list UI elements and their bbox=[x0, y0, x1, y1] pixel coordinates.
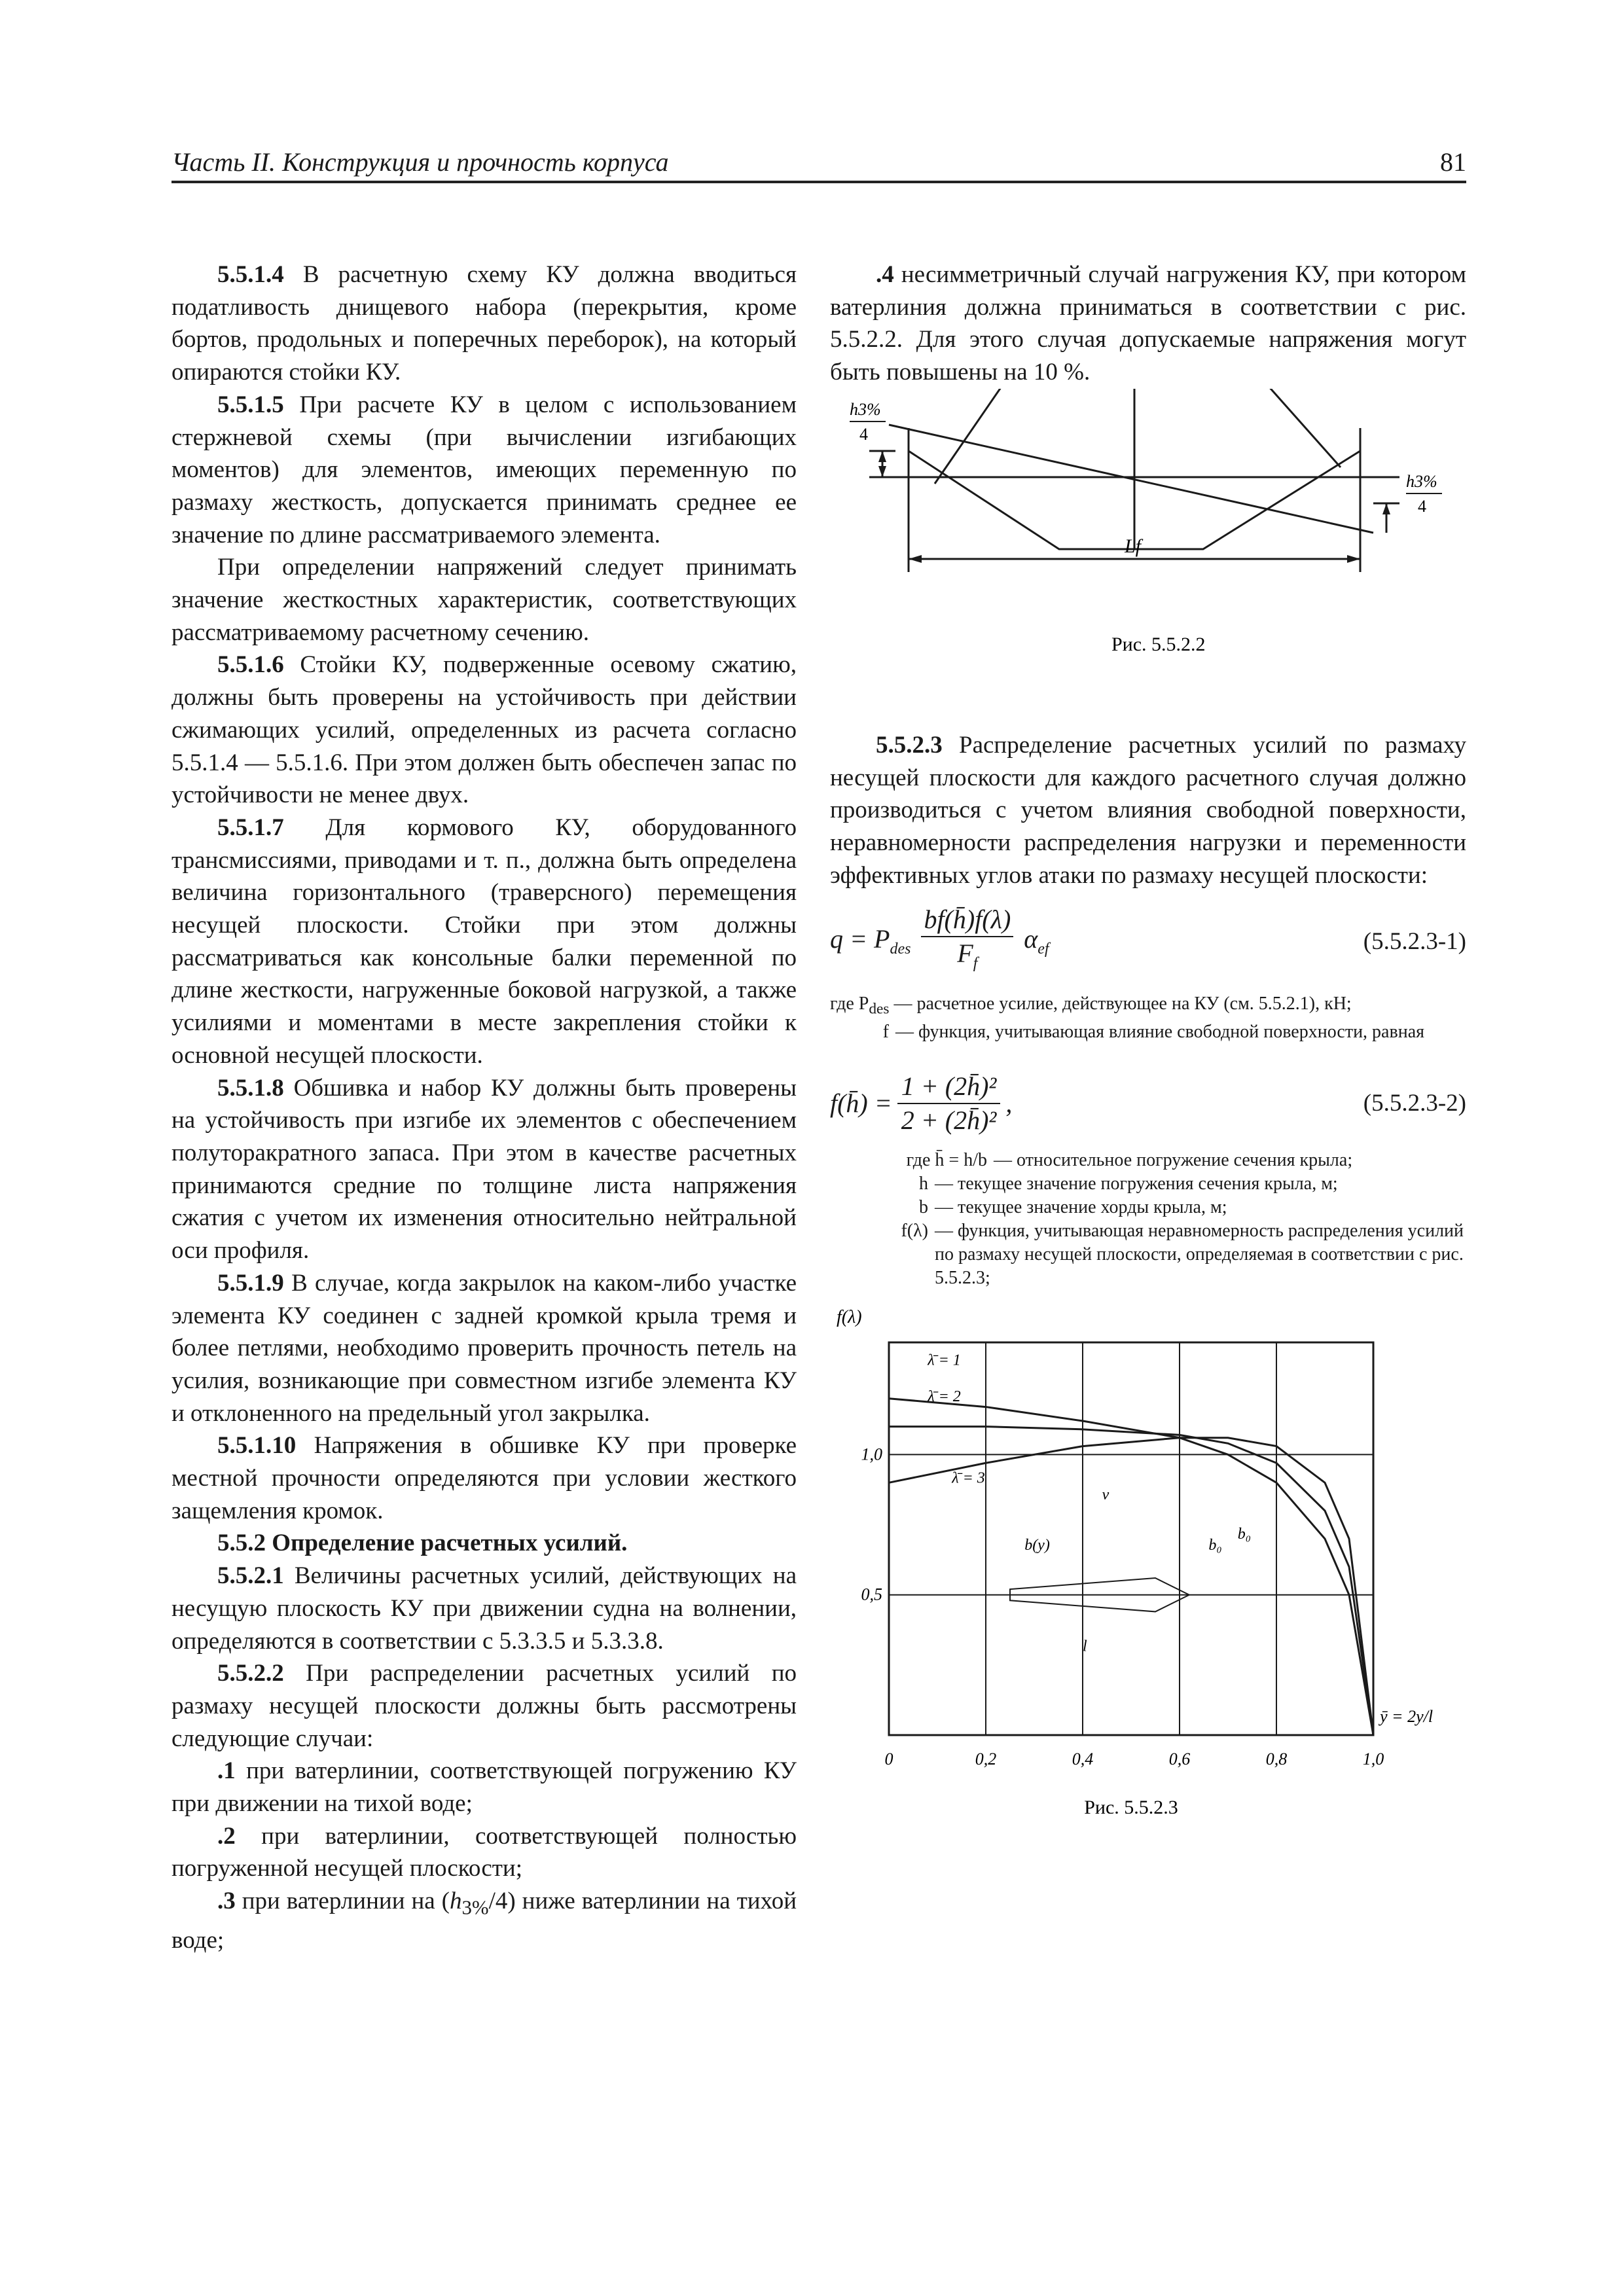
def-key: где h̄ = h/b bbox=[906, 1149, 987, 1170]
x-tick-label: 0,2 bbox=[975, 1749, 997, 1768]
formula-den-sub: f bbox=[973, 955, 978, 973]
inset-annotation: b(y) bbox=[1024, 1536, 1050, 1554]
arrowhead bbox=[878, 466, 886, 477]
paragraph-text: Распределение расчетных усилий по размаху несущей плоскости для каждого расчетного случая должно производиться с учетом влияния свободной поверхности, неравномерности распределения нагрузки и переменности эффективных углов атаки по размаху несущей плоскости: bbox=[830, 731, 1467, 889]
def-key: где P bbox=[830, 993, 869, 1014]
paragraph bbox=[171, 1657, 797, 1755]
item-text: несимметричный случай нагружения КУ, при котором ватерлиния должна приниматься в соответствии с рис. 5.5.2.2. Для этого случая допускаемые напряжения могут быть повышены на 10 %. bbox=[830, 261, 1467, 386]
series-label: λ̄ = 2 bbox=[928, 1388, 961, 1405]
list-item bbox=[171, 1755, 797, 1820]
arrowhead bbox=[1382, 503, 1390, 514]
arrowhead bbox=[1347, 555, 1360, 563]
paragraph-text: Напряжения в обшивке КУ при проверке местной прочности определяются при условии жесткого защемления кромок. bbox=[171, 1432, 797, 1524]
heading-text: 5.5.2 Определение расчетных усилий. bbox=[217, 1530, 628, 1557]
h-subscript: 3% bbox=[461, 1896, 489, 1919]
formula-denominator: 2 + (2h̄)² bbox=[901, 1105, 997, 1136]
def-key: f(λ) bbox=[901, 1220, 928, 1241]
item-number: .3 bbox=[217, 1888, 236, 1915]
fig1-h-label-left: h3% bbox=[850, 399, 881, 419]
right-strut bbox=[1262, 389, 1341, 467]
def-key-sub: des bbox=[869, 1000, 890, 1018]
y-tick-label: 1,0 bbox=[861, 1444, 882, 1464]
item-text: при ватерлинии на ( bbox=[242, 1888, 450, 1915]
paragraph bbox=[171, 812, 797, 1072]
inset-annotation: v bbox=[1102, 1486, 1110, 1503]
paragraph bbox=[830, 729, 1466, 892]
paragraph bbox=[171, 389, 797, 552]
def-key: b bbox=[919, 1196, 928, 1217]
definition-row bbox=[830, 1196, 1466, 1219]
def-text: — относительное погружение сечения крыла; bbox=[994, 1149, 1353, 1170]
formula-alpha: α bbox=[1024, 924, 1038, 954]
clause-number: 5.5.2.1 bbox=[217, 1562, 284, 1590]
inset-annotation: l bbox=[1083, 1638, 1087, 1655]
arrowhead bbox=[878, 451, 886, 462]
paragraph bbox=[171, 259, 797, 389]
header-title: Часть II. Конструкция и прочность корпуса bbox=[171, 147, 669, 177]
series-label: λ̄ = 1 bbox=[928, 1352, 961, 1369]
page-number: 81 bbox=[1440, 147, 1466, 177]
x-tick-label: 0,4 bbox=[1072, 1749, 1094, 1768]
x-tick-label: 1,0 bbox=[1362, 1749, 1384, 1768]
paragraph-text: При распределении расчетных усилий по размаху несущей плоскости должны быть рассмотрены следующие случаи: bbox=[171, 1660, 797, 1752]
formula-5-5-2-3-2: f(h̄) = $\frac{\text{1 + (2h̄)²}}{\text{2 + (2h̄)²}}$ , (5.5.2.3-2) bbox=[830, 1070, 1466, 1136]
x-tick-label: 0 bbox=[884, 1749, 893, 1768]
paragraph-text: При определении напряжений следует принимать значение жесткостных характеристик, соответствующих рассматриваемому расчетному сечению. bbox=[171, 554, 797, 646]
paragraph-text: В расчетную схему КУ должна вводиться податливость днищевого набора (перекрытия, кроме бортов, продольных и поперечных переборок), на который опираются стойки КУ. bbox=[171, 261, 797, 386]
formula-label: (5.5.2.3-2) bbox=[1363, 1090, 1466, 1117]
item-text: при ватерлинии, соответствующей полностью погруженной несущей плоскости; bbox=[171, 1822, 797, 1882]
paragraph bbox=[171, 1267, 797, 1430]
paragraph-text: При расчете КУ в целом с использованием стержневой схемы (при вычислении изгибающих моментов) для элементов, имеющих переменную по размаху жесткость, допускается принимать среднее ее значение по длине рассматриваемого элемента. bbox=[171, 391, 797, 548]
paragraph bbox=[171, 1072, 797, 1267]
paragraph bbox=[171, 649, 797, 812]
formula-5-5-2-3-1 bbox=[830, 903, 1466, 980]
clause-number: 5.5.1.8 bbox=[217, 1074, 284, 1102]
series-label: λ̄ = 3 bbox=[952, 1469, 985, 1487]
inclined-waterline bbox=[889, 425, 1373, 533]
paragraph bbox=[171, 1560, 797, 1657]
paragraph-text: Стойки КУ, подверженные осевому сжатию, должны быть проверены на устойчивость при действии сжимающих усилий, определенных из расчета согласно 5.5.1.4 — 5.5.1.6. При этом должен быть обеспечен запас по устойчивости не менее двух. bbox=[171, 651, 797, 809]
def-text: — текущее значение хорды крыла, м; bbox=[935, 1196, 1227, 1217]
formula-denominator: F bbox=[957, 939, 973, 969]
definition-row bbox=[830, 1172, 1466, 1196]
formula-sub: des bbox=[890, 941, 911, 958]
def-text: — расчетное усилие, действующее на КУ (см. 5.5.2.1), кН; bbox=[893, 993, 1352, 1014]
list-item bbox=[830, 259, 1466, 389]
def-key: h bbox=[919, 1173, 928, 1194]
clause-number: 5.5.1.10 bbox=[217, 1432, 297, 1460]
formula2-definitions bbox=[830, 1149, 1466, 1290]
formula-numerator: bf(h̄)f(λ) bbox=[921, 903, 1013, 937]
running-header bbox=[171, 143, 1466, 183]
paragraph bbox=[171, 1429, 797, 1527]
paragraph-text: Обшивка и набор КУ должны быть проверены на устойчивость при изгибе их элементов с обеспечением полуторакратного запаса. При этом в качестве расчетных принимаются средние по толщине листа напряжения сжатия с учетом их изменения относительно нейтральной оси профиля. bbox=[171, 1074, 797, 1265]
formula-numerator: 1 + (2h̄)² bbox=[897, 1070, 1001, 1104]
item-number: .1 bbox=[217, 1757, 236, 1785]
clause-number: 5.5.1.5 bbox=[217, 391, 284, 418]
def-text: — функция, учитывающая неравномерность распределения усилий по размаху несущей плоскости, определяемая в соответствии с рис. 5.5.2.3; bbox=[935, 1220, 1464, 1288]
item-text: при ватерлинии, соответствующей погружению КУ при движении на тихой воде; bbox=[171, 1757, 797, 1818]
waterline-figure bbox=[830, 389, 1466, 716]
formula-lhs: q = P bbox=[830, 924, 890, 954]
clause-number: 5.5.2.3 bbox=[876, 731, 943, 759]
item-text: /4) ниже ватерлинии на тихой воде; bbox=[171, 1888, 797, 1954]
definition-row bbox=[830, 1219, 1466, 1290]
h-symbol: h bbox=[450, 1888, 462, 1915]
clause-number: 5.5.2.2 bbox=[217, 1660, 284, 1687]
clause-number: 5.5.1.4 bbox=[217, 261, 284, 288]
def-text: — функция, учитывающая влияние свободной поверхности, равная bbox=[895, 1022, 1424, 1043]
formula1-definitions bbox=[830, 992, 1466, 1045]
left-strut bbox=[935, 389, 1007, 484]
clause-number: 5.5.1.9 bbox=[217, 1269, 284, 1297]
list-item bbox=[171, 1820, 797, 1885]
inset-annotation: b₀ bbox=[1208, 1536, 1222, 1554]
definition-row bbox=[830, 1149, 1466, 1172]
arrowhead bbox=[909, 555, 922, 563]
fig1-lf-label: Lf bbox=[1125, 535, 1142, 557]
def-text: — текущее значение погружения сечения крыла, м; bbox=[935, 1173, 1338, 1194]
left-column bbox=[171, 259, 797, 1957]
f-lambda-chart bbox=[830, 1303, 1466, 1814]
y-axis-label: f(λ) bbox=[837, 1306, 862, 1327]
clause-number: 5.5.1.7 bbox=[217, 814, 284, 841]
section-heading bbox=[171, 1527, 797, 1560]
formula-alpha-sub: ef bbox=[1038, 941, 1049, 958]
formula-label: (5.5.2.3-1) bbox=[1363, 928, 1466, 956]
formula-lhs: f(h̄) = bbox=[830, 1088, 892, 1119]
fig1-four-left: 4 bbox=[859, 424, 868, 444]
paragraph-text: Для кормового КУ, оборудованного трансмиссиями, приводами и т. п., должна быть определена величина горизонтального (траверсного) перемещения несущей плоскости. Стойки при этом должны рассматриваться как консольные балки переменной по длине жесткости, нагруженные боковой нагрузкой, а также усилиями и моментами в месте закрепления стойки к основной несущей плоскости. bbox=[171, 814, 797, 1069]
list-item bbox=[171, 1885, 797, 1957]
series-line-1 bbox=[889, 1398, 1373, 1734]
x-tick-label: 0,6 bbox=[1168, 1749, 1191, 1768]
right-column bbox=[830, 259, 1466, 1814]
clause-number: 5.5.1.6 bbox=[217, 651, 284, 679]
x-axis-label: ȳ = 2y/l bbox=[1380, 1706, 1434, 1726]
inset-annotation: b₀ bbox=[1237, 1525, 1252, 1543]
fig1-caption: Рис. 5.5.2.2 bbox=[1111, 633, 1206, 655]
plot-frame bbox=[889, 1342, 1373, 1735]
item-number: .4 bbox=[876, 261, 894, 288]
fig2-caption: Рис. 5.5.2.3 bbox=[1084, 1796, 1178, 1814]
y-tick-label: 0,5 bbox=[861, 1585, 882, 1604]
def-key: f bbox=[882, 1022, 889, 1043]
paragraph-text: Величины расчетных усилий, действующих на несущую плоскость КУ при движении судна на волнении, определяются в соответствии с 5.3.3.5 и 5.3.3.8. bbox=[171, 1562, 797, 1655]
fig1-four-right: 4 bbox=[1418, 496, 1426, 516]
item-number: .2 bbox=[217, 1822, 236, 1850]
paragraph-text: В случае, когда закрылок на каком-либо участке элемента КУ соединен с задней кромкой крыла тремя и более петлями, необходимо проверить прочность петель на усилия, возникающие при совместном изгибе элемента КУ и отклоненного на предельный угол закрылка. bbox=[171, 1269, 797, 1427]
paragraph bbox=[171, 551, 797, 649]
fig1-h-label-right: h3% bbox=[1406, 471, 1437, 491]
x-tick-label: 0,8 bbox=[1265, 1749, 1288, 1768]
